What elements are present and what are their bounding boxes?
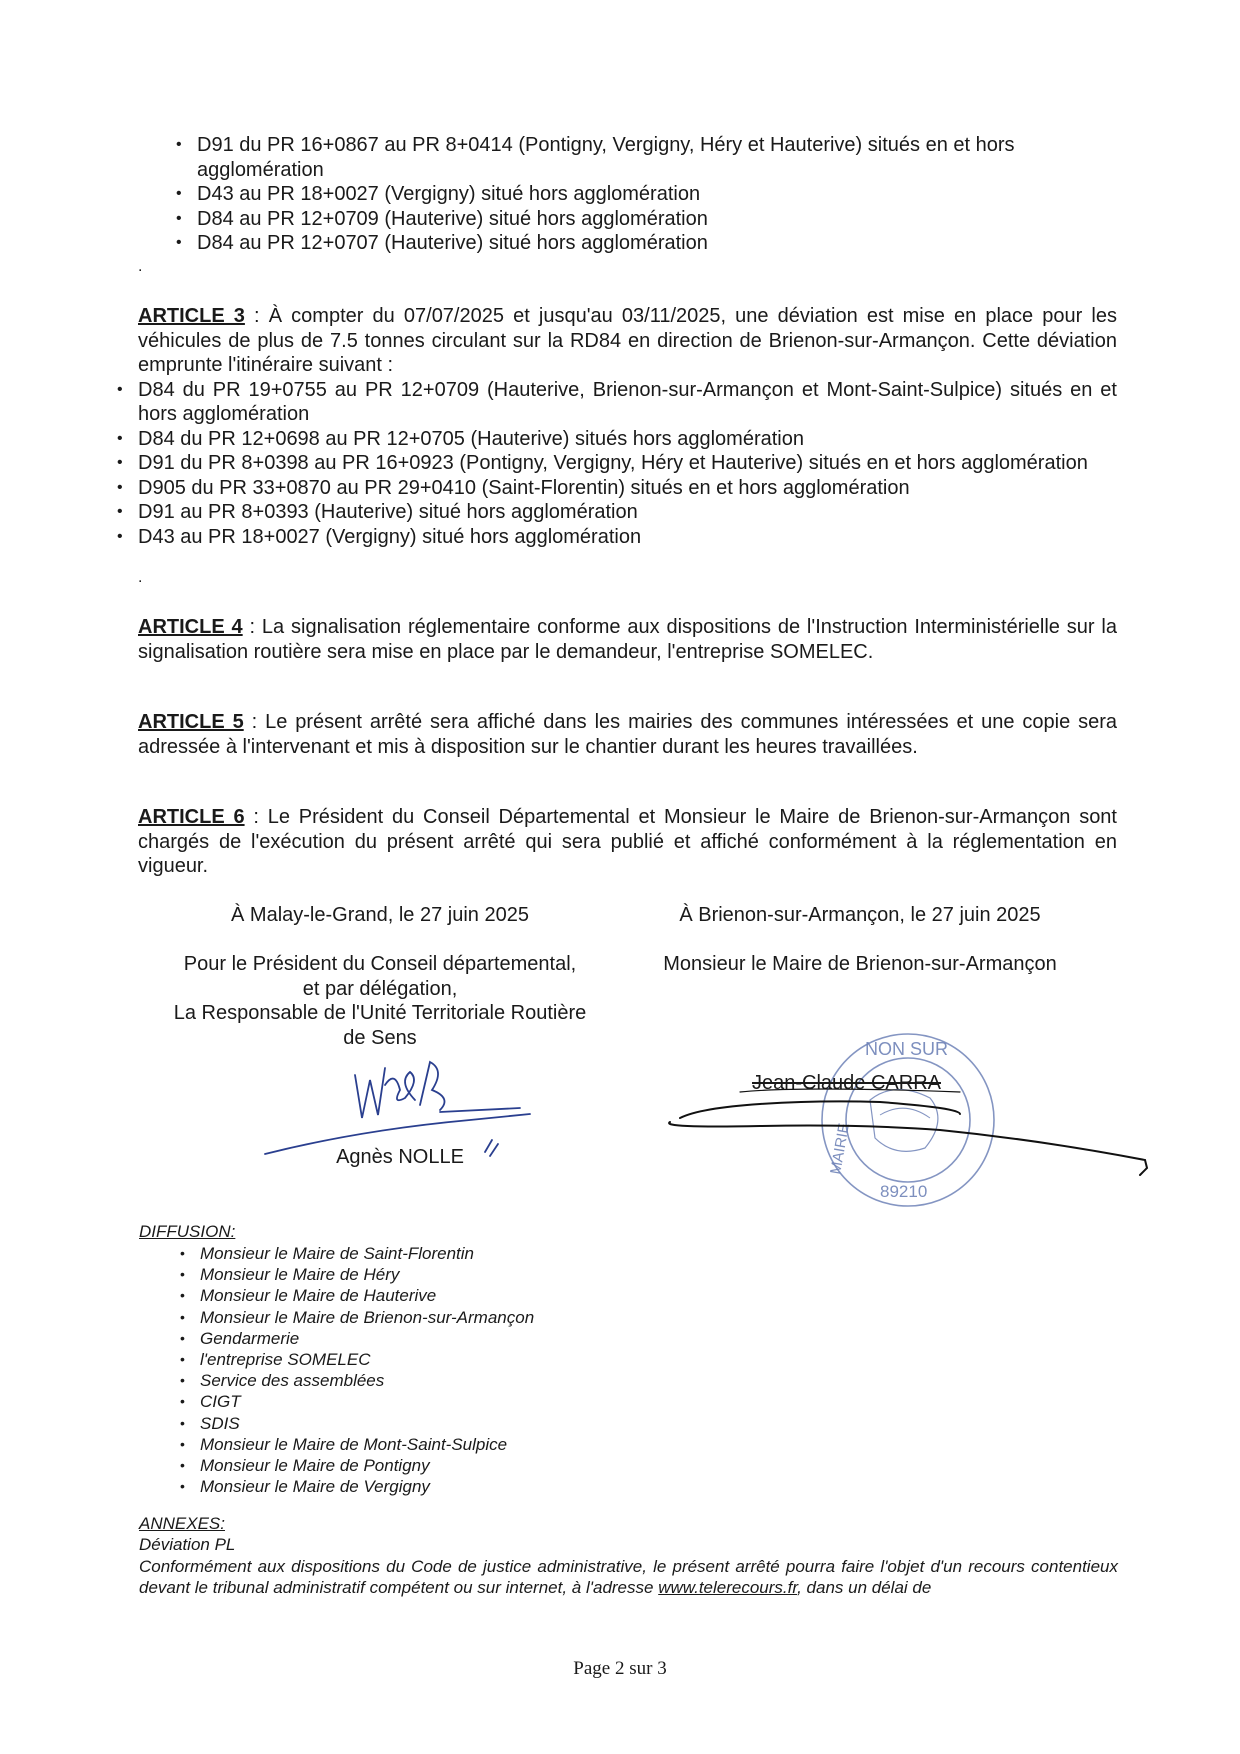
list-item: • D43 au PR 18+0027 (Vergigny) situé hors agglomération — [197, 182, 1117, 207]
right-signatory-title: Monsieur le Maire de Brienon-sur-Armançon — [663, 953, 1057, 975]
article-5-text: : Le présent arrêté sera affiché dans les mairies des communes intéressées et une copie sera adressée à l'intervenant et mis à disposition sur le chantier durant les heures travaillées. — [138, 711, 1118, 758]
list-item: • Monsieur le Maire de Mont-Saint-Sulpice — [200, 1434, 534, 1455]
stamp-left-text: MAIRIE — [827, 1121, 853, 1176]
annexes-item: Déviation PL — [139, 1535, 236, 1554]
legal-text-before: Conformément aux dispositions du Code de justice administrative, le présent arrêté pourra faire l'objet d'un recours contentieux devant le tribunal administratif compétent ou sur internet, à l'adresse — [139, 1557, 1118, 1597]
article-3-label: ARTICLE 3 — [138, 305, 245, 327]
list-item: • Service des assemblées — [200, 1370, 534, 1391]
article-6-label: ARTICLE 6 — [138, 806, 245, 828]
article-3-text: : À compter du 07/07/2025 et jusqu'au 03/11/2025, une déviation est mise en place pour les véhicules de plus de 7.5 tonnes circulant sur la RD84 en direction de Brienon-sur-Armançon. Cette déviation emprunte l'itinéraire suivant : — [138, 305, 1117, 376]
left-signatory-line: La Responsable de l'Unité Territoriale Routière — [173, 1002, 587, 1024]
list-item: • Gendarmerie — [200, 1328, 534, 1349]
list-item: • CIGT — [200, 1391, 534, 1412]
diffusion-title: DIFFUSION: — [139, 1222, 236, 1241]
left-signatory-line: et par délégation, — [302, 977, 458, 1000]
legal-notice — [139, 1556, 1118, 1598]
stray-dot: . — [138, 569, 143, 586]
list-item: • D91 du PR 8+0398 au PR 16+0923 (Pontigny, Vergigny, Héry et Hauterive) situés en et hors agglomération — [138, 451, 1117, 476]
list-item: • SDIS — [200, 1413, 534, 1434]
list-item: • D91 du PR 16+0867 au PR 8+0414 (Pontigny, Vergigny, Héry et Hauterive) situés en et hors agglomération — [197, 133, 1117, 182]
article-4-text: : La signalisation réglementaire conforme aux dispositions de l'Instruction Interministérielle sur la signalisation routière sera mise en place par le demandeur, l'entreprise SOMELEC. — [138, 616, 1118, 663]
list-item: • l'entreprise SOMELEC — [200, 1349, 534, 1370]
list-item: • D43 au PR 18+0027 (Vergigny) situé hors agglomération — [138, 525, 1117, 550]
list-item: • D91 au PR 8+0393 (Hauterive) situé hors agglomération — [138, 500, 1117, 525]
list-item: • D84 au PR 12+0709 (Hauterive) situé hors agglomération — [197, 207, 1117, 232]
stamp-bottom-text: 89210 — [880, 1182, 928, 1201]
left-signatory-line: de Sens — [343, 1026, 417, 1049]
article-5-label: ARTICLE 5 — [138, 711, 244, 733]
left-signatory-name: Agnès NOLLE — [336, 1146, 464, 1168]
article-4-label: ARTICLE 4 — [138, 616, 243, 638]
legal-text-after: , dans un délai de — [797, 1578, 932, 1597]
list-item: • Monsieur le Maire de Pontigny — [200, 1455, 534, 1476]
list-item: • Monsieur le Maire de Brienon-sur-Armançon — [200, 1307, 534, 1328]
left-place-date: À Malay-le-Grand, le 27 juin 2025 — [231, 904, 529, 926]
annexes-title: ANNEXES: — [139, 1514, 225, 1533]
right-signatory-name: Jean-Claude CARRA — [752, 1072, 941, 1094]
telerecours-link[interactable]: www.telerecours.fr — [658, 1578, 798, 1597]
diffusion-list — [200, 1243, 534, 1497]
left-signatory-line: Pour le Président du Conseil départemental, — [183, 953, 577, 975]
list-item: • D84 du PR 19+0755 au PR 12+0709 (Hauterive, Brienon-sur-Armançon et Mont-Saint-Sulpice) situés en et hors agglomération — [138, 378, 1117, 427]
list-item: • D905 du PR 33+0870 au PR 29+0410 (Saint-Florentin) situés en et hors agglomération — [138, 476, 1117, 501]
article-6-text: : Le Président du Conseil Départemental et Monsieur le Maire de Brienon-sur-Armançon sont chargés de l'exécution du présent arrêté qui sera publié et affiché conformément à la réglementation en vigueur. — [138, 806, 1117, 877]
list-item: • Monsieur le Maire de Hauterive — [200, 1285, 534, 1306]
stamp-top-text: NON SUR — [865, 1039, 949, 1059]
list-item: • Monsieur le Maire de Héry — [200, 1264, 534, 1285]
list-item: • Monsieur le Maire de Vergigny — [200, 1476, 534, 1497]
list-item: • D84 du PR 12+0698 au PR 12+0705 (Hauterive) situés hors agglomération — [138, 427, 1117, 452]
page-number: Page 2 sur 3 — [573, 1658, 667, 1679]
right-place-date: À Brienon-sur-Armançon, le 27 juin 2025 — [679, 904, 1041, 926]
stray-dot: . — [138, 258, 143, 275]
list-item: • Monsieur le Maire de Saint-Florentin — [200, 1243, 534, 1264]
list-item: • D84 au PR 12+0707 (Hauterive) situé hors agglomération — [197, 231, 1117, 256]
